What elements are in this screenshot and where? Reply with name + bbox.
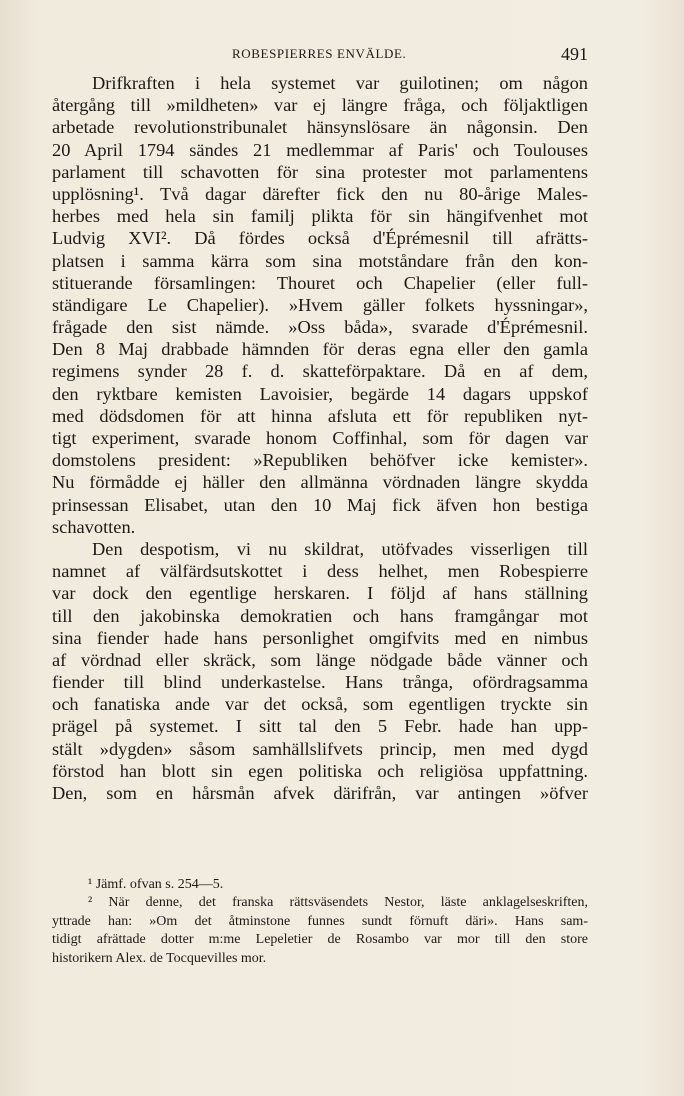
page-number: 491 <box>561 44 588 64</box>
text-line: återgång till »mildheten» var ej längre fråga, och följaktligen <box>52 95 588 116</box>
text-line: schavotten. <box>52 516 136 537</box>
text-line: ständigare Le Chapelier). »Hvem gäller folkets hyssningar», <box>52 294 588 315</box>
footnote-line: historikern Alex. de Tocquevilles mor. <box>52 950 267 966</box>
text-line: 20 April 1794 sändes 21 medlemmar af Paris' och Toulouses <box>52 139 588 160</box>
running-head: ROBESPIERRES ENVÄLDE. <box>232 46 407 61</box>
text-line: och fanatiska ande var det också, som egentligen tryckte sin <box>52 694 588 715</box>
text-line: Ludvig XVI². Då fördes också d'Éprémesnil till afrätts- <box>52 228 588 249</box>
text-line: prinsessan Elisabet, utan den 10 Maj fick äfven hon bestiga <box>52 494 588 515</box>
text-line: domstolens president: »Republiken behöfver icke kemister». <box>52 450 588 471</box>
text-line: stält »dygden» såsom samhällslifvets princip, men med dygd <box>52 738 588 759</box>
text-line: Den, som en hårsmån afvek därifrån, var antingen »öfver <box>52 783 588 803</box>
text-line: Drifkraften i hela systemet var guilotinen; om någon <box>92 73 588 93</box>
text-line: regimens synder 28 f. d. skatteförpaktare. Då en af dem, <box>52 361 588 382</box>
body-text <box>52 72 588 804</box>
footnote-line: tidigt afrättade dotter m:me Lepeletier de Rosambo var mor till den store <box>52 932 588 948</box>
text-line: herbes med hela sin familj plikta för sin hängifvenhet mot <box>52 206 588 227</box>
text-line: fiender till blind underkastelse. Hans trånga, ofördragsamma <box>52 672 588 693</box>
text-line: Nu förmådde ej häller den allmänna vördnaden längre skydda <box>52 472 588 493</box>
footnote-line: ¹ Jämf. ofvan s. 254—5. <box>88 877 224 892</box>
footnote-line: ² När denne, det franska rättsväsendets Nestor, läste anklagelseskriften, <box>88 895 588 911</box>
footnote-line: yttrade han: »Om det åtminstone funnes sundt förnuft däri». Hans sam- <box>52 913 588 929</box>
text-line: prägel på systemet. I sitt tal den 5 Febr. hade han upp- <box>52 716 588 737</box>
text-line: tigt experiment, svarade honom Coffinhal, som för dagen var <box>52 428 588 448</box>
text-line: arbetade revolutionstribunalet hänsynslösare än någonsin. Den <box>52 117 588 138</box>
text-line: namnet af välfärdsutskottet i dess helhet, men Robespierre <box>52 561 588 582</box>
text-line: frågade den sist nämde. »Oss båda», svarade d'Éprémesnil. <box>52 317 588 338</box>
text-line: till den jakobinska demokratien och hans framgångar mot <box>52 605 588 626</box>
text-line: af vördnad eller skräck, som länge nödgade både vänner och <box>52 649 588 670</box>
text-line: med dödsdomen för att hinna afsluta ett för republiken nyt- <box>52 405 588 426</box>
text-line: var dock den egentlige herskaren. I följd af hans ställning <box>52 583 588 604</box>
text-line: Den 8 Maj drabbade hämnden för deras egna eller den gamla <box>52 339 588 360</box>
text-line: sina fiender hade hans personlighet omgifvits med en nimbus <box>52 627 588 648</box>
text-line: förstod han blott sin egen politiska och religiösa uppfattning. <box>52 760 588 781</box>
page-header <box>52 44 588 66</box>
text-line: stituerande församlingen: Thouret och Chapelier (eller full- <box>52 272 588 293</box>
text-line: parlament till schavotten för sina protester mot parlamentens <box>52 161 588 182</box>
text-line: upplösning¹. Två dagar därefter fick den nu 80-årige Males- <box>52 183 588 204</box>
text-line: platsen i samma kärra som sina motståndare från den kon- <box>52 250 588 271</box>
text-line: Den despotism, vi nu skildrat, utöfvades visserligen till <box>92 538 588 559</box>
text-line: den ryktbare kemisten Lavoisier, begärde 14 dagars uppskof <box>52 383 588 404</box>
footnotes <box>52 876 588 968</box>
